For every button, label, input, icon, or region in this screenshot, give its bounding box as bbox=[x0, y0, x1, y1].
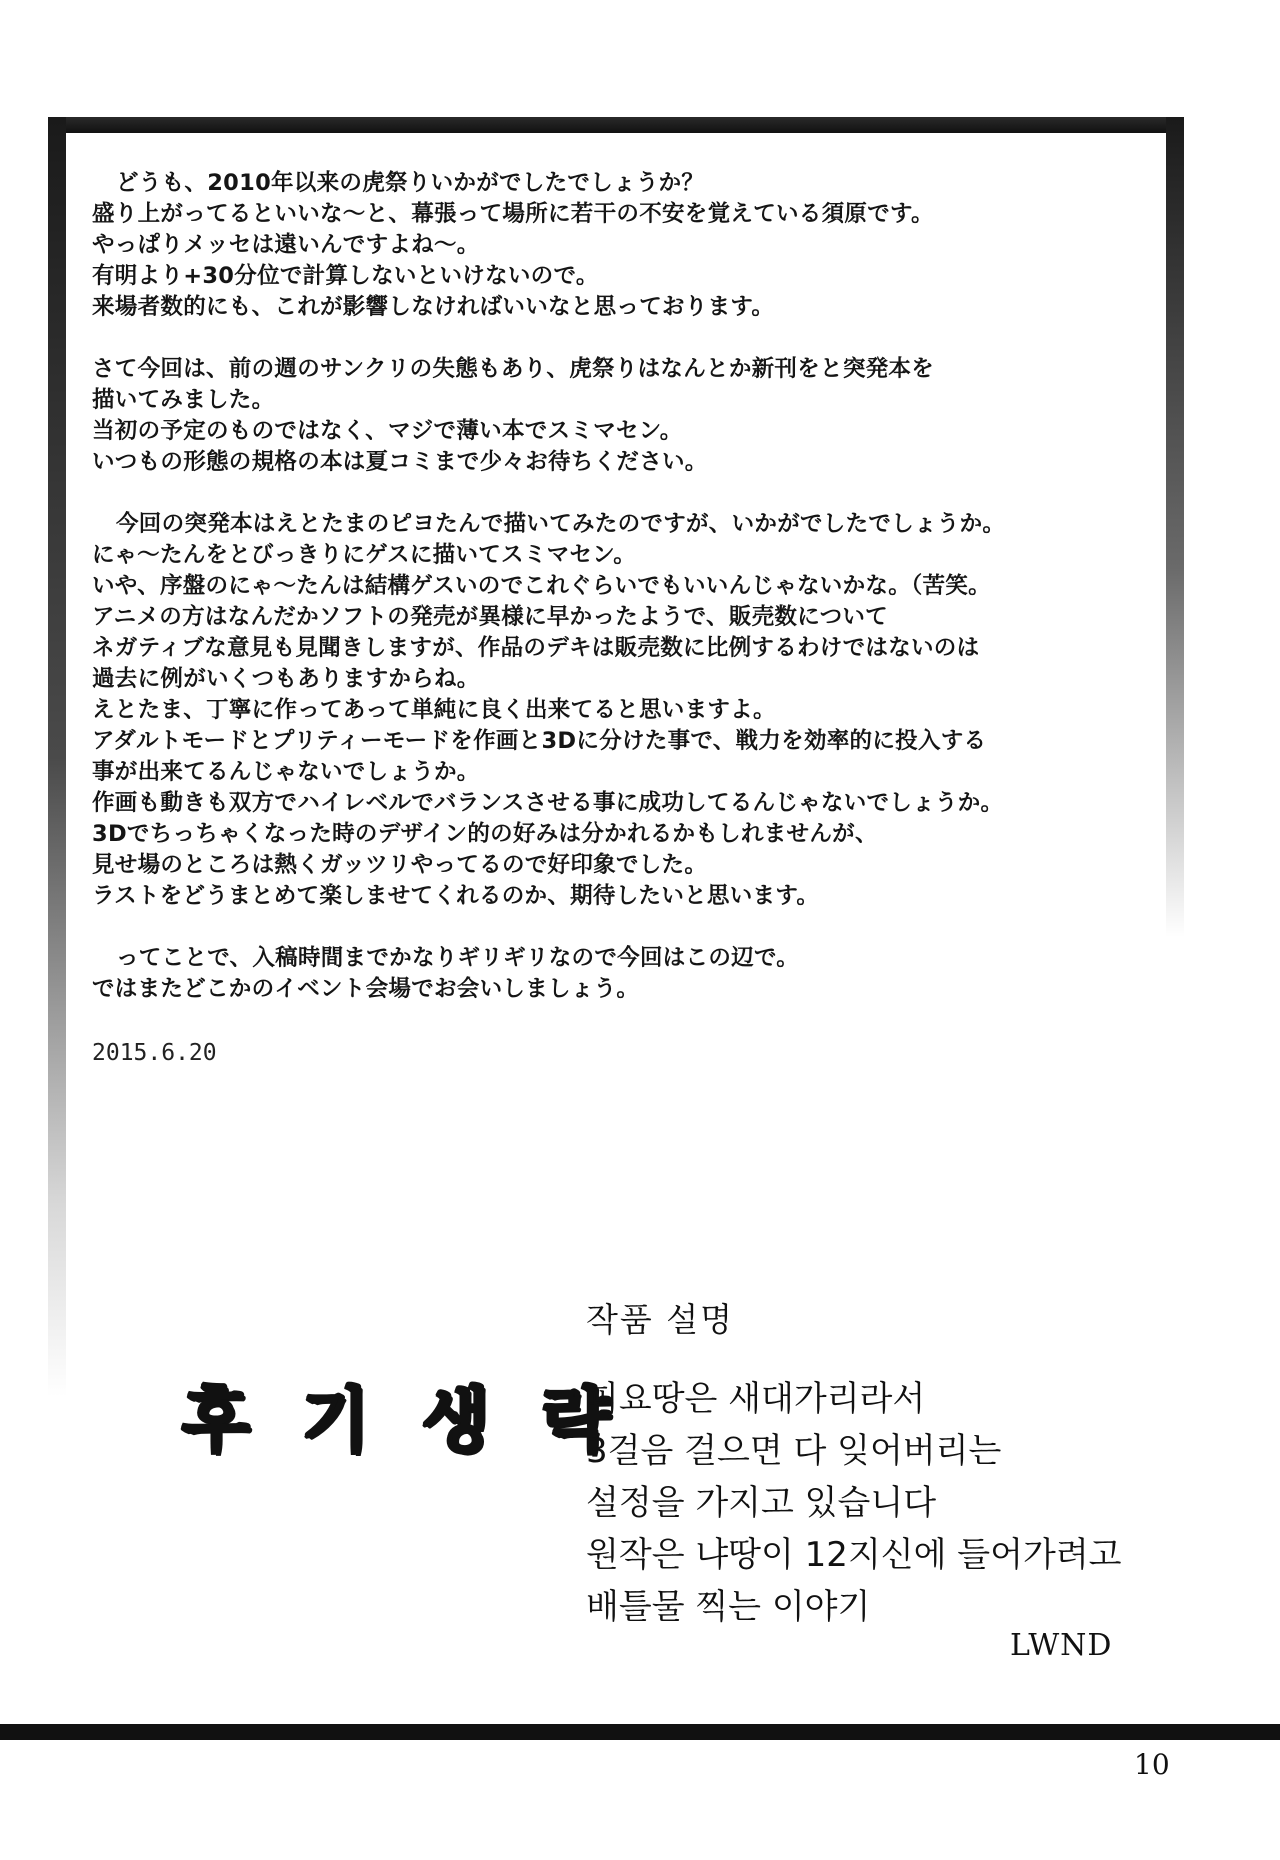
afterword-line: ラストをどうまとめて楽しませてくれるのか、期待したいと思います。 bbox=[92, 883, 820, 909]
translator-note-line: 3걸음 걸으면 다 잊어버리는 bbox=[586, 1431, 1002, 1471]
afterword-line: 作画も動きも双方でハイレベルでバランスさせる事に成功してるんじゃないでしょうか。 bbox=[92, 790, 1004, 816]
omitted-afterword-title: 후 기 생 략 bbox=[182, 1379, 624, 1461]
page-frame-right-border bbox=[1166, 117, 1184, 937]
page-number: 10 bbox=[1134, 1748, 1170, 1781]
afterword-line: 当初の予定のものではなく、マジで薄い本でスミマセン。 bbox=[92, 418, 683, 444]
afterword-paragraph-2 bbox=[92, 354, 1152, 478]
page-bottom-rule bbox=[0, 1724, 1280, 1740]
translator-note-heading: 작품 설명 bbox=[586, 1300, 735, 1339]
afterword-line: 描いてみました。 bbox=[92, 387, 275, 413]
afterword-line: にゃ～たんをとびっきりにゲスに描いてスミマセン。 bbox=[92, 542, 637, 568]
afterword-line: やっぱりメッセは遠いんですよね～。 bbox=[92, 232, 480, 258]
afterword-paragraph-3 bbox=[92, 509, 1152, 912]
afterword-date: 2015.6.20 bbox=[92, 1040, 217, 1066]
afterword-line: 今回の突発本はえとたまのピヨたんで描いてみたのですが、いかがでしたでしょうか。 bbox=[116, 511, 1006, 537]
afterword-text-block bbox=[92, 168, 1152, 1036]
afterword-line: さて今回は、前の週のサンクリの失態もあり、虎祭りはなんとか新刊をと突発本を bbox=[92, 356, 935, 382]
afterword-line: 過去に例がいくつもありますからね。 bbox=[92, 666, 480, 692]
afterword-line: 3Dでちっちゃくなった時のデザイン的の好みは分かれるかもしれませんが、 bbox=[92, 821, 878, 847]
afterword-line: 見せ場のところは熱くガッツリやってるので好印象でした。 bbox=[92, 852, 708, 878]
page-frame-top-border bbox=[48, 117, 1184, 133]
translator-note-line: 원작은 냐땅이 12지신에 들어가려고 bbox=[586, 1535, 1122, 1575]
translator-credit: LWND bbox=[1010, 1628, 1113, 1663]
afterword-line: 盛り上がってるといいな～と、幕張って場所に若干の不安を覚えている須原です。 bbox=[92, 201, 934, 227]
translator-note-line: 피요땅은 새대가리라서 bbox=[586, 1379, 926, 1419]
translator-note-line: 설정을 가지고 있습니다 bbox=[586, 1483, 937, 1523]
afterword-line: ネガティブな意見も見聞きしますが、作品のデキは販売数に比例するわけではないのは bbox=[92, 635, 980, 661]
afterword-line: えとたま、丁寧に作ってあって単純に良く出来てると思いますよ。 bbox=[92, 697, 776, 723]
page-frame-left-border bbox=[48, 117, 66, 1397]
afterword-line: アニメの方はなんだかソフトの発売が異様に早かったようで、販売数について bbox=[92, 604, 888, 630]
afterword-paragraph-4 bbox=[92, 943, 1152, 1005]
afterword-paragraph-1 bbox=[92, 168, 1152, 323]
afterword-line: 来場者数的にも、これが影響しなければいいなと思っております。 bbox=[92, 294, 775, 320]
afterword-line: どうも、2010年以来の虎祭りいかがでしたでしょうか？ bbox=[116, 170, 705, 196]
translator-note-body bbox=[586, 1373, 1122, 1633]
afterword-line: いつもの形態の規格の本は夏コミまで少々お待ちください。 bbox=[92, 449, 708, 475]
afterword-line: 有明より+30分位で計算しないといけないので。 bbox=[92, 263, 599, 289]
afterword-line: ではまたどこかのイベント会場でお会いしましょう。 bbox=[92, 976, 640, 1002]
translator-note-line: 배틀물 찍는 이야기 bbox=[586, 1587, 871, 1627]
afterword-line: いや、序盤のにゃ～たんは結構ゲスいのでこれぐらいでもいいんじゃないかな。（苦笑。 bbox=[92, 573, 991, 599]
afterword-line: 事が出来てるんじゃないでしょうか。 bbox=[92, 759, 480, 785]
afterword-line: ってことで、入稿時間までかなりギリギリなので今回はこの辺で。 bbox=[116, 945, 800, 971]
afterword-line: アダルトモードとプリティーモードを作画と3Dに分けた事で、戦力を効率的に投入する bbox=[92, 728, 987, 754]
